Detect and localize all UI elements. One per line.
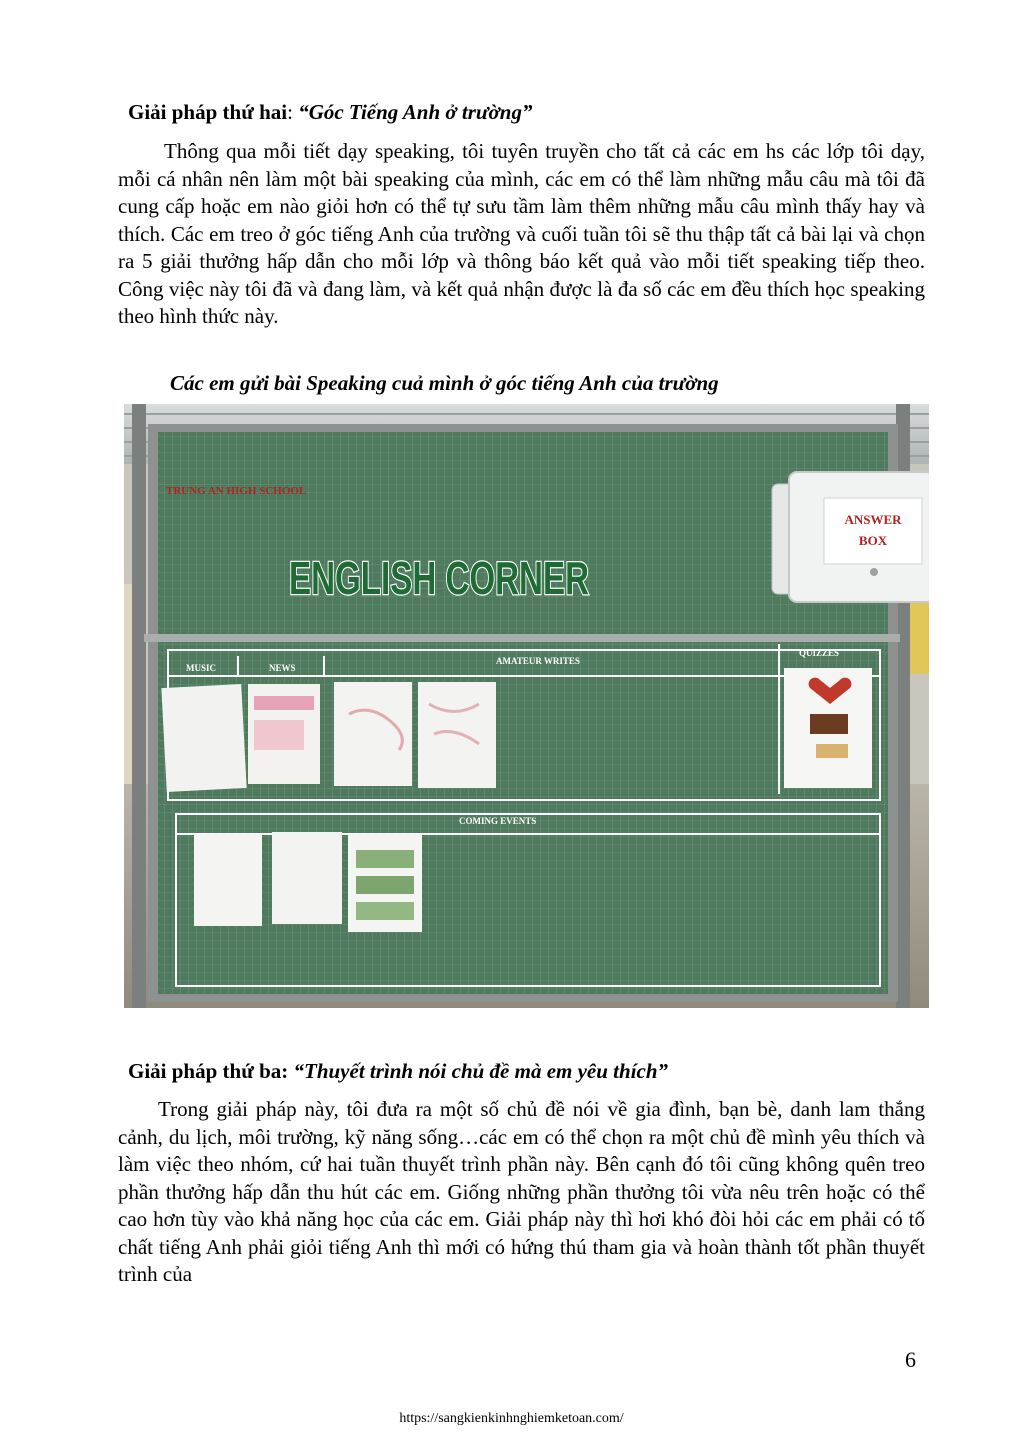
english-corner-photo	[124, 404, 929, 1008]
english-corner-board-image	[124, 404, 929, 1008]
page-number: 6	[905, 1347, 916, 1372]
section-label-coming-events: COMING EVENTS	[459, 816, 537, 826]
school-name-text: TRUNG AN HIGH SCHOOL	[166, 485, 307, 497]
posted-papers-lower	[194, 832, 422, 932]
answer-box	[772, 472, 929, 602]
board-title-text: ENGLISH CORNER	[289, 552, 589, 604]
section-label-quizzes: QUIZZES	[799, 648, 840, 658]
section2-colon: :	[287, 100, 293, 124]
footer-url: https://sangkienkinhnghiemketoan.com/	[399, 1411, 624, 1426]
answer-box-label-2: BOX	[858, 533, 888, 548]
section2-heading	[128, 98, 532, 126]
section2-paragraph: Thông qua mỗi tiết dạy speaking, tôi tuyên truyền cho tất cả các em hs các lớp tôi dạy, mỗi cá nhân nên làm một bài speaking của mình, các em có thể làm những mẫu câu mà tôi đã cung cấp hoặc em nào giỏi hơn có thể tự sưu tầm làm thêm những mẫu câu mình thấy hay và thích. Các em treo ở góc tiếng Anh của trường và cuối tuần tôi sẽ thu thập tất cả bài lại và chọn ra 5 giải thưởng hấp dẫn cho mỗi lớp và thông báo kết quả vào mỗi tiết speaking tiếp theo. Công việc này tôi đã và đang làm, và kết quả nhận được là đa số các em đều thích học speaking theo hình thức này.	[118, 139, 925, 328]
section-label-music: MUSIC	[186, 663, 217, 673]
section3-label: Giải pháp thứ ba:	[128, 1059, 289, 1083]
section3-paragraph: Trong giải pháp này, tôi đưa ra một số chủ đề nói về gia đình, bạn bè, danh lam thắng cảnh, du lịch, môi trường, kỹ năng sống…các em có thể chọn ra một chủ đề mình yêu thích và làm việc theo nhóm, cứ hai tuần thuyết trình phần này. Bên cạnh đó tôi cũng không quên treo phần thưởng hấp dẫn thu hút các em. Giống những phần thưởng tôi vừa nêu trên hoặc có thể cao hơn tùy vào khả năng học của các em. Giải pháp này thì hơi khó đòi hỏi các em phải có tố chất tiếng Anh phải giỏi tiếng Anh thì mới có hứng thú tham gia và hoàn thành tốt phần thuyết trình của	[118, 1097, 925, 1286]
section2-label: Giải pháp thứ hai	[128, 100, 288, 124]
section-label-amateur-writes: AMATEUR WRITES	[496, 656, 580, 666]
section3-title: “Thuyết trình nói chủ đề mà em yêu thích”	[293, 1059, 669, 1083]
figure-caption: Các em gửi bài Speaking cuả mình ở góc tiếng Anh của trường	[170, 371, 719, 395]
section3-heading	[128, 1057, 668, 1085]
section-label-news: NEWS	[269, 663, 296, 673]
section2-title: “Góc Tiếng Anh ở trường”	[298, 100, 533, 124]
answer-box-label-1: ANSWER	[844, 512, 902, 527]
